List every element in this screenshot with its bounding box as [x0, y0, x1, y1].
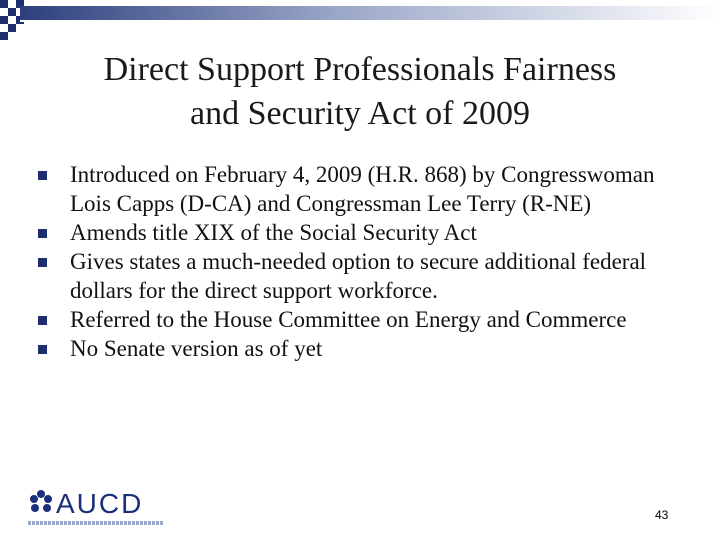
slide-title	[40, 48, 680, 136]
bullet-text: No Senate version as of yet	[70, 336, 323, 361]
bullet-text: Introduced on February 4, 2009 (H.R. 868) by Congresswoman Lois Capps (D-CA) and Congressman Lee Terry (R-NE)	[70, 162, 655, 216]
header-gradient-bar	[20, 6, 720, 20]
header-divider	[20, 20, 720, 22]
bullet-item	[52, 334, 692, 363]
square-bullet-icon	[38, 345, 47, 354]
bullet-text: Referred to the House Committee on Energy and Commerce	[70, 307, 627, 332]
bullet-text: Gives states a much-needed option to secure additional federal dollars for the direct support workforce.	[70, 249, 647, 303]
bullet-item	[52, 247, 692, 305]
logo-tagline-decoration	[28, 521, 163, 525]
title-line-2: and Security Act of 2009	[190, 95, 530, 132]
bullet-item	[52, 160, 692, 218]
square-bullet-icon	[38, 229, 47, 238]
aucd-logo	[28, 488, 168, 528]
aucd-flower-icon	[28, 488, 54, 520]
square-bullet-icon	[38, 258, 47, 267]
bullet-text: Amends title XIX of the Social Security Act	[70, 220, 477, 245]
page-number: 43	[655, 508, 669, 522]
bullet-item	[52, 218, 692, 247]
bullet-list	[52, 160, 692, 363]
square-bullet-icon	[38, 171, 47, 180]
bullet-item	[52, 305, 692, 334]
title-line-1: Direct Support Professionals Fairness	[103, 51, 617, 88]
square-bullet-icon	[38, 316, 47, 325]
logo-text: AUCD	[56, 488, 144, 519]
